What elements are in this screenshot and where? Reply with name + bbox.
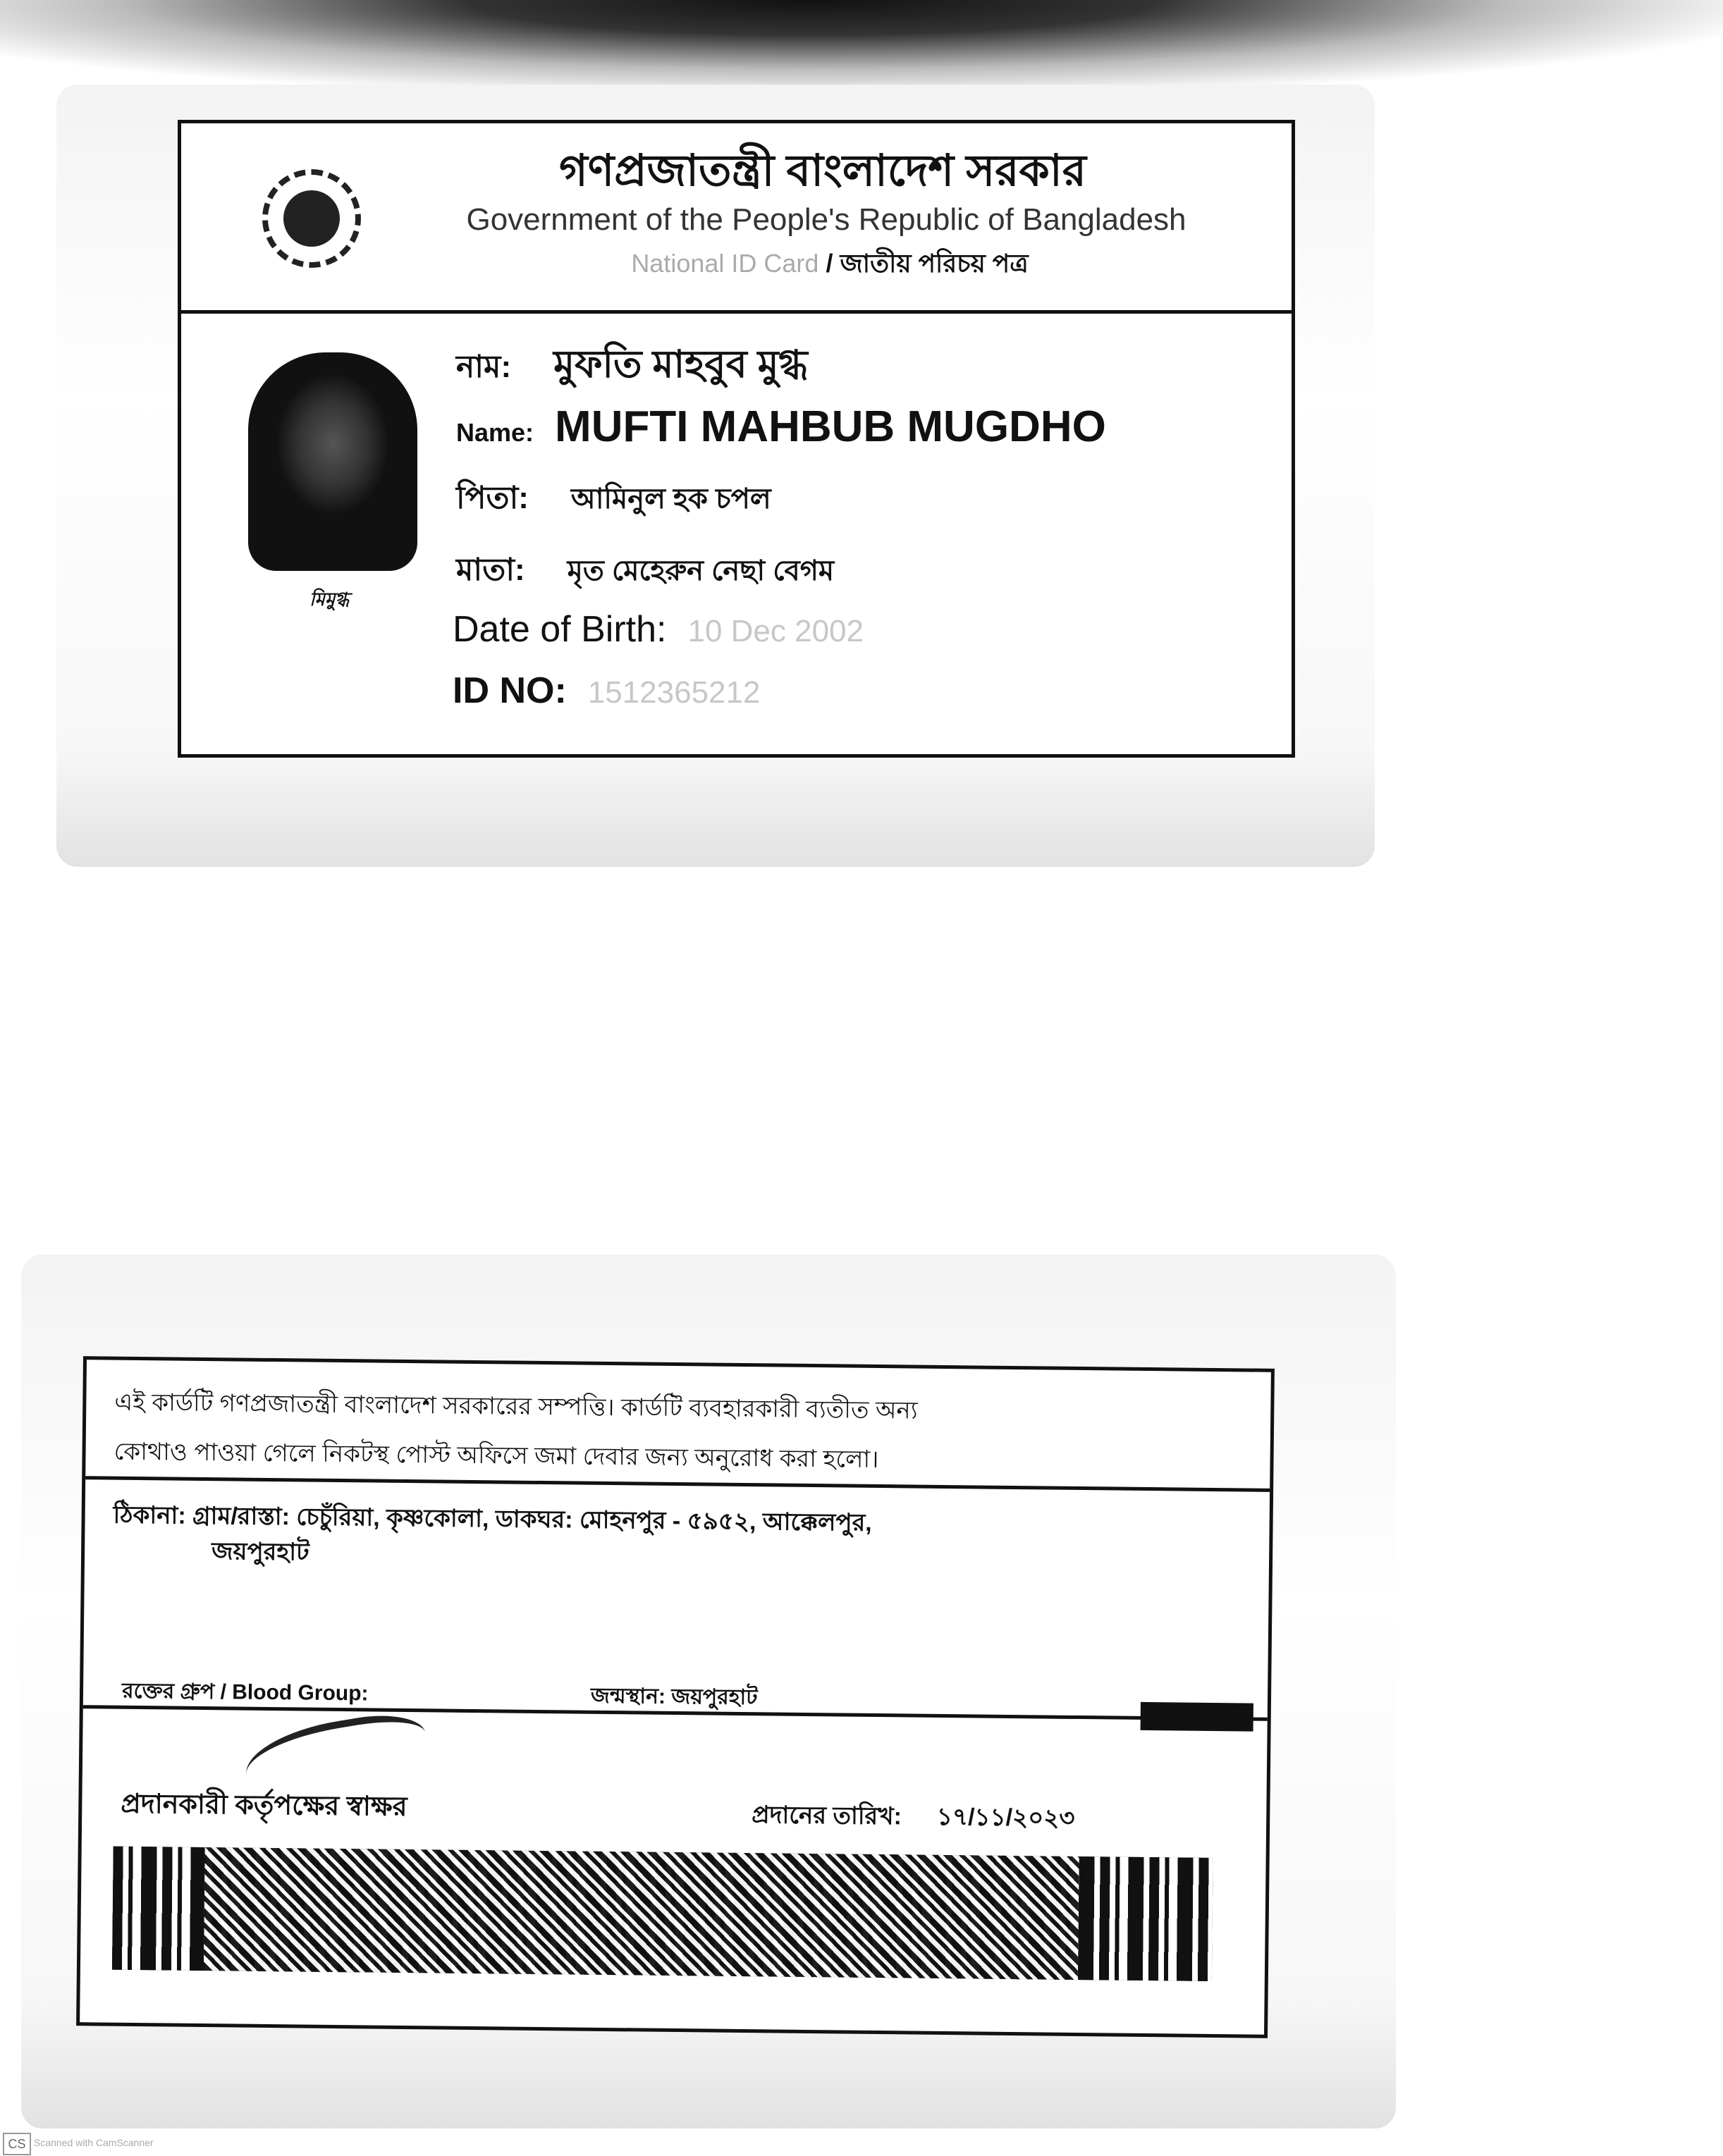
card-type-separator: /: [818, 249, 840, 278]
mother-label: মাতা:: [456, 553, 525, 587]
birth-place: জন্মস্থান: জয়পুরহাট: [590, 1684, 758, 1710]
header-title-bn: গণপ্রজাতন্ত্রী বাংলাদেশ সরকার: [559, 147, 1086, 195]
issuing-authority-label: প্রদানকারী কর্তৃপক্ষের স্বাক্ষর: [121, 1789, 407, 1823]
card-type: [477, 245, 1182, 287]
id-row: [453, 670, 760, 712]
name-bn-label: নাম:: [456, 350, 512, 384]
mother-value: মৃত মেহেরুন নেছা বেগম: [567, 555, 835, 586]
dob-row: [453, 608, 864, 651]
issue-date-value: ১৭/১১/২০২৩: [936, 1803, 1075, 1832]
card-header: [181, 123, 1292, 314]
address-label: ঠিকানা:: [113, 1501, 186, 1529]
father-value: আমিনুল হক চপল: [570, 483, 771, 515]
holder-photo: [248, 352, 417, 571]
father-label: পিতা:: [456, 481, 529, 515]
header-title-en: Government of the People's Republic of Bangladesh: [466, 202, 1187, 237]
address-block: [113, 1498, 1241, 1580]
name-en-row: [456, 402, 1106, 452]
card-type-bn: জাতীয় পরিচয় পত্র: [840, 249, 1029, 278]
address-value: গ্রাম/রাস্তা: চেচুঁরিয়া, কৃষ্ণকোলা, ডাকঘর: মোহনপুর - ৫৯৫২, আক্কেলপুর,: [192, 1502, 872, 1536]
name-en-value: MUFTI MAHBUB MUGDHO: [555, 402, 1106, 451]
issue-date: [752, 1797, 1075, 1840]
issue-date-label: প্রদানের তারিখ:: [752, 1801, 902, 1830]
holder-signature: মিমুগ্ধ: [309, 589, 350, 610]
name-bn-value: মুফতি মাহবুব মুগ্ধ: [553, 343, 808, 386]
ownership-notice: [85, 1360, 1271, 1492]
mother-row: [456, 546, 834, 598]
notice-line-1: এই কার্ডটি গণপ্রজাতন্ত্রী বাংলাদেশ সরকারের সম্পত্তি। কার্ডটি ব্যবহারকারী ব্যতীত অন্য: [114, 1388, 918, 1424]
blood-group-label: রক্তের গ্রুপ / Blood Group:: [121, 1679, 369, 1706]
id-label: ID NO:: [453, 670, 567, 711]
dob-label: Date of Birth:: [453, 609, 667, 650]
name-bn-row: [456, 335, 808, 398]
nid-card-front: [178, 120, 1295, 758]
card-type-en: National ID Card: [631, 249, 819, 278]
barcode-data-region: [204, 1847, 1079, 1980]
father-row: [456, 474, 771, 526]
dob-value: 10 Dec 2002: [687, 614, 864, 648]
blood-group-row: [83, 1673, 1268, 1721]
blood-group-mark: [1141, 1702, 1253, 1732]
nid-card-back: [76, 1356, 1275, 2038]
camscanner-watermark: Scanned with CamScanner: [34, 2137, 154, 2148]
pdf417-barcode: [112, 1847, 1213, 1981]
camscanner-logo-icon: CS: [3, 2133, 31, 2155]
name-en-label: Name:: [456, 418, 534, 447]
notice-line-2: কোথাও পাওয়া গেলে নিকটস্থ পোস্ট অফিসে জমা দেবার জন্য অনুরোধ করা হলো।: [114, 1438, 879, 1474]
id-value: 1512365212: [587, 675, 761, 710]
government-seal-icon: [262, 169, 361, 268]
address-value-2: জয়পুরহাট: [211, 1538, 309, 1566]
